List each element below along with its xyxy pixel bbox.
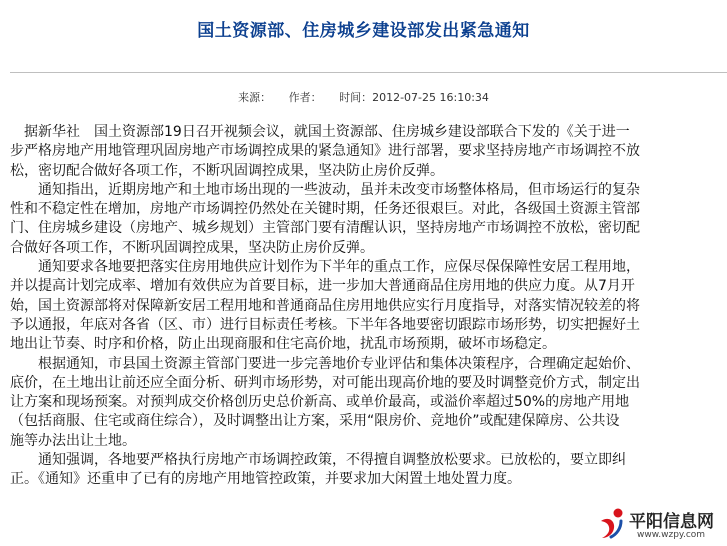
article-line: 地出让节奏、时序和价格，防止出现商服和住宅高价地，扰乱市场预期，破坏市场稳定。: [10, 336, 556, 353]
article-line: 根据通知，市县国土资源主管部门要进一步完善地价专业评估和集体决策程序，合理确定起始价、: [10, 355, 640, 372]
article-line: 始，国土资源部将对保障新安居工程用地和普通商品住房用地供应实行月度指导，对落实情况较差的将: [10, 297, 640, 314]
title-divider: [10, 72, 727, 73]
article-body: [10, 123, 727, 490]
article-line: 门、住房城乡建设（房地产、城乡规划）主管部门要有清醒认识，坚持房地产市场调控不放松，密切配: [10, 220, 640, 237]
article-line: 通知要求各地要把落实住房用地供应计划作为下半年的重点工作，应保尽保保障性安居工程用地，: [10, 259, 640, 276]
article-line: 步严格房地产用地管理巩固房地产市场调控成果的紧急通知》进行部署，要求坚持房地产市场调控不放: [10, 143, 640, 160]
publish-time: 时间：2012-07-25 16:10:34: [339, 91, 489, 104]
article-line: 并以提高计划完成率、增加有效供应为首要目标，进一步加大普通商品住房用地的供应力度。从7月开: [10, 278, 635, 295]
source-label: 来源：: [238, 91, 272, 104]
site-url: www.wzpy.com: [637, 530, 706, 540]
article-line: 合做好各项工作，不断巩固调控成果，坚决防止房价反弹。: [10, 239, 374, 256]
article-line: 正。《通知》还重申了已有的房地产用地管控政策，并要求加大闲置土地处置力度。: [10, 471, 521, 488]
article-line: 性和不稳定性在增加，房地产市场调控仍然处在关键时期，任务还很艰巨。对此，各级国土资源主管部: [10, 201, 640, 218]
article-line: 予以通报，年底对各省（区、市）进行目标责任考核。下半年各地要密切跟踪市场形势，切实把握好土: [10, 316, 640, 333]
site-watermark-logo: [597, 505, 723, 545]
article-meta: [0, 89, 727, 105]
pingyang-logo-icon: [597, 507, 627, 541]
article-line: 松，密切配合做好各项工作，不断巩固调控成果，坚决防止房价反弹。: [10, 162, 444, 179]
author-label: 作者：: [288, 91, 322, 104]
article-line: 通知强调，各地要严格执行房地产市场调控政策，不得擅自调整放松要求。已放松的，要立即纠: [10, 452, 626, 469]
article-line: （包括商服、住宅或商住综合），及时调整出让方案，采用“限房价、竞地价”或配建保障房、公共设: [10, 413, 620, 430]
article-line: 据新华社 国土资源部19日召开视频会议，就国土资源部、住房城乡建设部联合下发的《关于进一: [10, 124, 630, 140]
article-line: 底价，在土地出让前还应全面分析、研判市场形势，对可能出现高价地的要及时调整竞价方式，制定出: [10, 374, 640, 391]
site-name: 平阳信息网: [629, 512, 714, 532]
article-line: 让方案和现场预案。对预判成交价格创历史总价新高、或单价最高，或溢价率超过50%的房地产用地: [10, 394, 630, 411]
article-line: 施等办法出让土地。: [10, 432, 136, 449]
article-line: 通知指出，近期房地产和土地市场出现的一些波动，虽并未改变市场整体格局，但市场运行的复杂: [10, 181, 640, 198]
article-title: 国土资源部、住房城乡建设部发出紧急通知: [197, 21, 530, 41]
